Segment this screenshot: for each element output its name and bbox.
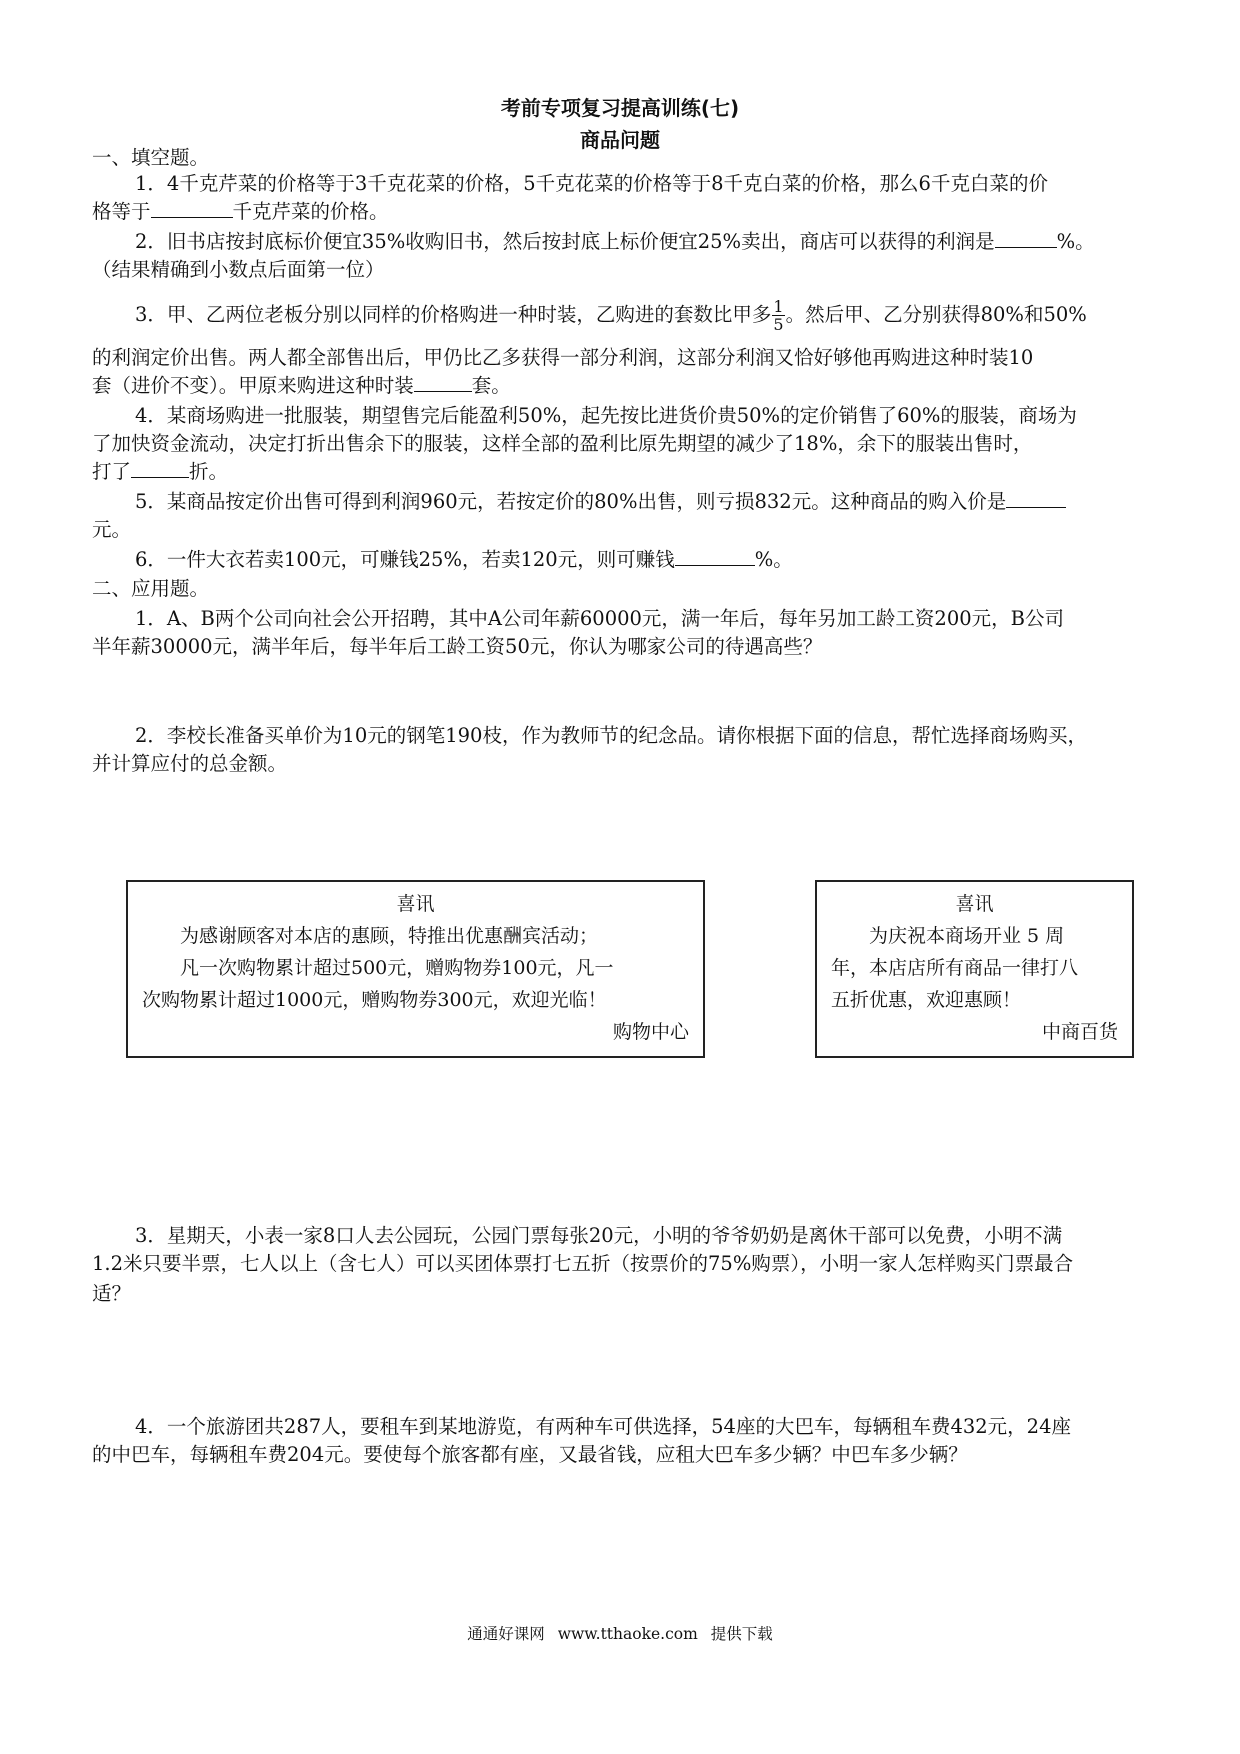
notice-line: 年，本店店所有商品一律打八 [831, 957, 1079, 979]
page-title: 考前专项复习提高训练(七) [500, 96, 740, 120]
notice-line: 次购物累计超过1000元，赠购物券300元，欢迎光临！ [142, 989, 607, 1011]
app-q3-line3: 适？ [92, 1282, 132, 1305]
notice-signature: 购物中心 [612, 1021, 689, 1043]
q4-line3-pre: 打了 [92, 460, 132, 483]
answer-blank[interactable] [414, 371, 472, 392]
q5-line2: 元。 [92, 518, 132, 541]
answer-blank[interactable] [995, 227, 1057, 248]
q3-line3-pre: 套（进价不变）。甲原来购进这种时装 [92, 374, 414, 397]
page-footer [0, 1622, 1240, 1644]
app-q4-line1: 4．一个旅游团共287人，要租车到某地游览，有两种车可供选择，54座的大巴车，每辆租车费432元，24座 [135, 1415, 1071, 1438]
q3-line3 [92, 371, 511, 401]
q6-line [135, 545, 793, 575]
app-q4-line2: 的中巴车，每辆租车费204元。要使每个旅客都有座，又最省钱，应租大巴车多少辆？中巴车多少辆？ [92, 1443, 968, 1466]
q5-line1-text: 5．某商品按定价出售可得到利润960元，若按定价的80%出售，则亏损832元。这种商品的购入价是 [135, 490, 1007, 513]
fraction [772, 298, 784, 333]
q1-line1: 1．4千克芹菜的价格等于3千克花菜的价格，5千克花菜的价格等于8千克白菜的价格，那么6千克白菜的价 [135, 172, 1048, 195]
notice-line: 为庆祝本商场开业 5 周 [869, 925, 1065, 947]
q2-line2: （结果精确到小数点后面第一位） [92, 258, 385, 281]
app-q3-line1: 3．星期天，小表一家8口人去公园玩，公园门票每张20元，小明的爷爷奶奶是离休干部可以免费，小明不满 [135, 1224, 1063, 1247]
q2-line1 [135, 227, 1095, 257]
q1-line2-post: 千克芹菜的价格。 [232, 200, 389, 223]
notice-line: 凡一次购物累计超过500元，赠购物券100元，凡一 [180, 957, 614, 979]
app-q1-line2: 半年薪30000元，满半年后，每半年后工龄工资50元，你认为哪家公司的待遇高些？ [92, 635, 823, 658]
q4-line1: 4．某商场购进一批服装，期望售完后能盈利50%，起先按比进货价贵50%的定价销售了60%的服装，商场为 [135, 404, 1077, 427]
q4-line3-post: 折。 [189, 460, 229, 483]
q3-line1-post: 。然后甲、乙分别获得80%和50% [785, 303, 1087, 326]
q6-line-pre: 6．一件大衣若卖100元，可赚钱25%，若卖120元，则可赚钱 [135, 548, 675, 571]
q6-line-post: %。 [754, 548, 793, 571]
section1-heading: 一、填空题。 [92, 146, 210, 169]
app-q2-line1: 2．李校长准备买单价为10元的钢笔190枝，作为教师节的纪念品。请你根据下面的信息，帮忙选择商场购买， [135, 724, 1087, 747]
notice-signature: 中商百货 [1041, 1021, 1118, 1043]
section2-heading: 二、应用题。 [92, 577, 210, 600]
promo-notice-left [126, 880, 705, 1058]
fraction-numerator: 1 [773, 297, 784, 316]
notice-line: 为感谢顾客对本店的惠顾，特推出优惠酬宾活动； [180, 925, 599, 947]
answer-blank[interactable] [151, 197, 233, 218]
page-subtitle: 商品问题 [580, 128, 660, 152]
promo-notice-right [815, 880, 1134, 1058]
q1-line2 [92, 197, 389, 227]
footer-url[interactable]: www.tthaoke.com [557, 1625, 698, 1643]
q5-line1 [135, 487, 1066, 517]
notice-title: 喜讯 [955, 893, 994, 915]
q2-line1-post: %。 [1056, 230, 1095, 253]
app-q2-line2: 并计算应付的总金额。 [92, 752, 288, 775]
q1-line2-pre: 格等于 [92, 200, 151, 223]
answer-blank[interactable] [675, 545, 755, 566]
q3-line1 [135, 295, 1087, 335]
app-q3-line2: 1.2米只要半票，七人以上（含七人）可以买团体票打七五折（按票价的75%购票），小明一家人怎样购买门票最合 [92, 1252, 1074, 1275]
app-q1-line1: 1．A、B两个公司向社会公开招聘，其中A公司年薪60000元，满一年后，每年另加工龄工资200元，B公司 [135, 607, 1064, 630]
footer-suffix: 提供下载 [710, 1625, 773, 1643]
q2-line1-pre: 2．旧书店按封底标价便宜35%收购旧书，然后按封底上标价便宜25%卖出，商店可以获得的利润是 [135, 230, 995, 253]
q3-line3-post: 套。 [471, 374, 511, 397]
q4-line3 [92, 457, 228, 487]
answer-blank[interactable] [131, 457, 189, 478]
footer-site-name: 通通好课网 [467, 1625, 545, 1643]
notice-title: 喜讯 [396, 893, 435, 915]
q3-line1-pre: 3．甲、乙两位老板分别以同样的价格购进一种时装，乙购进的套数比甲多 [135, 303, 772, 326]
fraction-denominator: 5 [773, 315, 784, 334]
answer-blank[interactable] [1006, 487, 1066, 508]
q4-line2: 了加快资金流动，决定打折出售余下的服装，这样全部的盈利比原先期望的减少了18%，余下的服装出售时， [92, 432, 1033, 455]
notice-line: 五折优惠，欢迎惠顾！ [831, 989, 1022, 1011]
q3-line2: 的利润定价出售。两人都全部售出后，甲仍比乙多获得一部分利润，这部分利润又恰好够他再购进这种时装10 [92, 346, 1034, 369]
